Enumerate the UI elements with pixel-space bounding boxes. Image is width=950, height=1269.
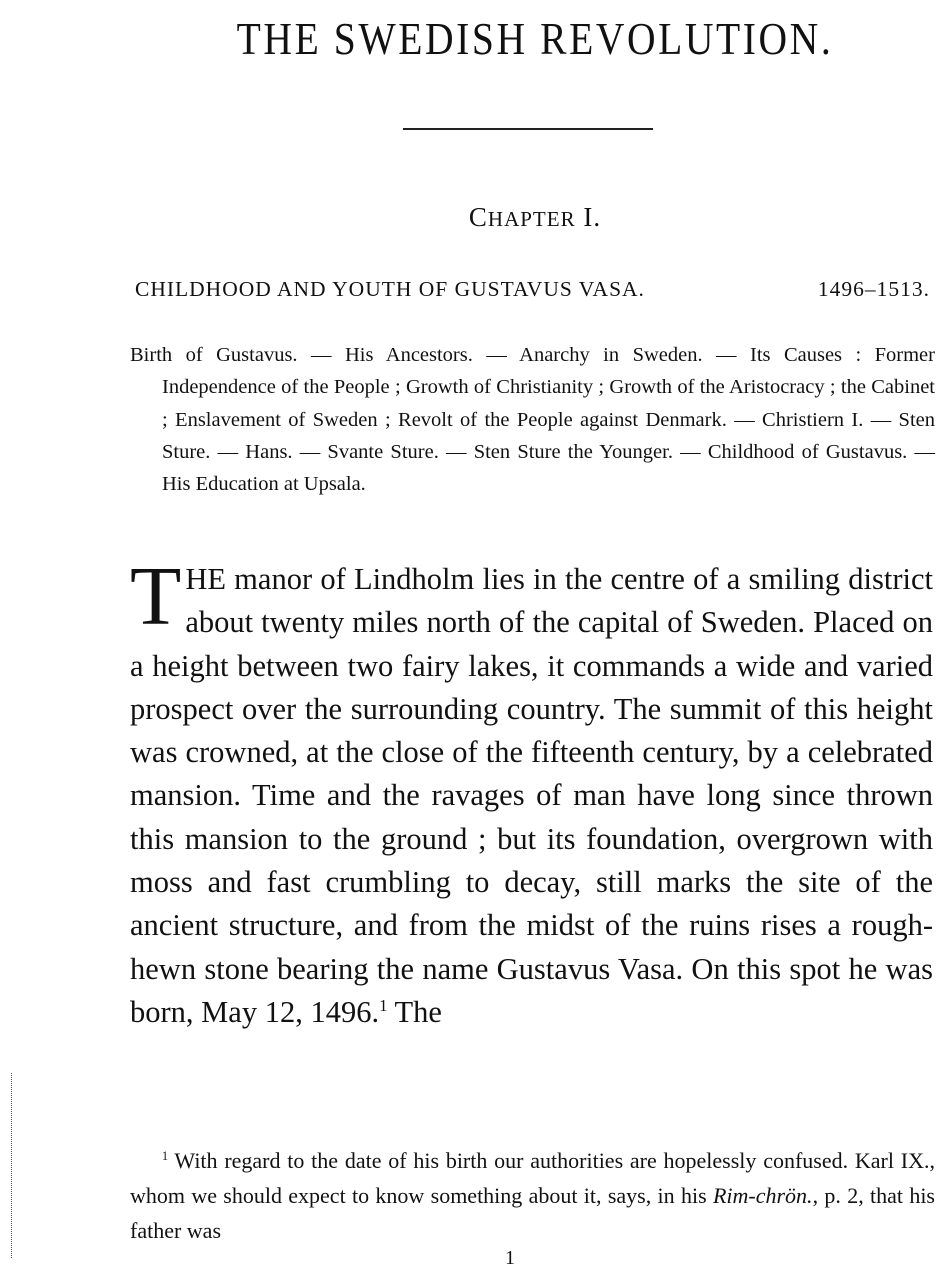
footnote-text-end: , p. 2, that his father was — [130, 1183, 935, 1243]
footnote-citation: Rim-chrön. — [712, 1183, 813, 1208]
drop-cap: T — [130, 550, 182, 643]
chapter-number: I. — [575, 202, 602, 232]
chapter-years: 1496–1513. — [817, 277, 930, 301]
body-text-main: HE manor of Lindholm lies in the centre of a smiling district about twenty miles north of the capital of Sweden. Placed on a height between two fairy lakes, it commands a wide and varied prospect over the surrounding country. The summit of this height was crowned, at the close of the fifteenth century, by a celebrated mansion. Time and the ravages of man have long since thrown this mansion to the ground ; but its foundation, overgrown with moss and fast crumbling to decay, still marks the site of the ancient structure, and from the midst of the ruins rises a rough-hewn stone bearing the name Gustavus Vasa. On this spot he was born, May 12, 1496. — [130, 562, 933, 1029]
body-text-continuation: The — [387, 994, 442, 1029]
chapter-label — [130, 197, 940, 239]
footnote-text: With regard to the date of his birth our authorities are hopelessly confused. Karl IX., whom we should expect to know something about it, says, in his — [130, 1148, 935, 1208]
footnote-reference[interactable]: 1 — [379, 996, 388, 1016]
margin-scan-mark — [11, 1073, 12, 1258]
title-divider — [403, 128, 653, 130]
book-title: THE SWEDISH REVOLUTION. — [236, 13, 834, 64]
chapter-title: CHILDHOOD AND YOUTH OF GUSTAVUS VASA. — [135, 277, 645, 301]
chapter-label-smallcaps: HAPTER — [487, 207, 576, 231]
body-paragraph — [130, 550, 933, 1034]
chapter-label-initial: C — [468, 202, 488, 232]
page-number: 1 — [505, 1247, 515, 1269]
chapter-summary: Birth of Gustavus. — His Ancestors. — Anarchy in Sweden. — Its Causes : Former Independence of the People ; Growth of Christianity ; Growth of the Aristocracy ; the Cabinet ; Enslavement of Sweden ; Revolt of the People against Denmark. — Christiern I. — Sten Sture. — Hans. — Svante Sture. — Sten Sture the Younger. — Childhood of Gustavus. — His Education at Upsala. — [130, 344, 935, 496]
chapter-heading — [135, 272, 930, 306]
footnote-marker: 1 — [162, 1149, 169, 1164]
footnote — [130, 1143, 935, 1248]
